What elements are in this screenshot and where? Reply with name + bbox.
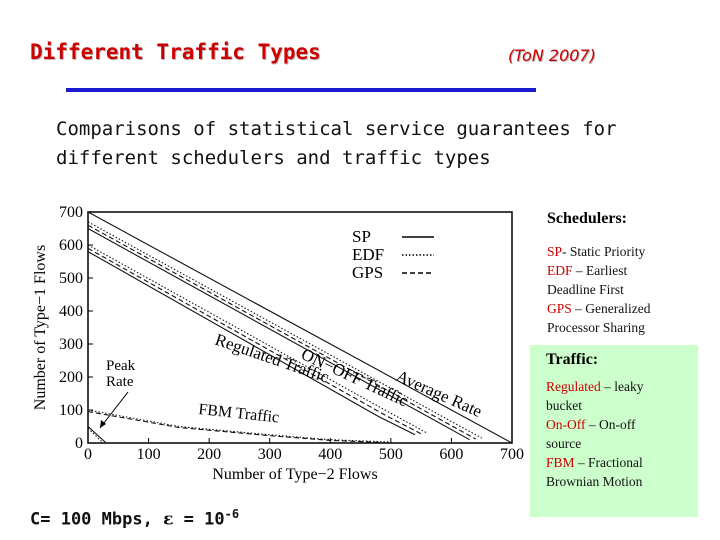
traffic-item — [546, 396, 698, 415]
scheduler-item — [547, 299, 707, 318]
y-tick-label: 200 — [59, 369, 83, 386]
traffic-item — [546, 453, 698, 472]
epsilon-symbol: ε — [163, 509, 174, 530]
scheduler-desc: Deadline First — [547, 282, 624, 297]
x-tick-label: 100 — [136, 446, 161, 463]
x-tick-label: 0 — [84, 446, 92, 463]
annotation-average-rate: Average Rate — [393, 366, 485, 421]
y-tick-label: 400 — [59, 303, 83, 320]
traffic-desc: – On-off — [585, 417, 636, 432]
series-line-on-off-traffic — [88, 222, 482, 438]
y-tick-label: 500 — [59, 270, 83, 287]
series-group — [88, 212, 512, 443]
scheduler-abbr: EDF — [547, 263, 573, 278]
x-tick-label: 300 — [257, 446, 282, 463]
y-tick-label: 300 — [59, 336, 83, 353]
traffic-abbr: FBM — [546, 455, 575, 470]
traffic-abbr: Regulated — [546, 379, 601, 394]
y-axis-title: Number of Type−1 Flows — [32, 244, 49, 411]
series-line-average-rate — [88, 212, 512, 443]
traffic-desc: bucket — [546, 398, 582, 413]
footer-eq: = 10 — [173, 509, 225, 530]
annotation-peak-rate: Peak Rate — [106, 358, 136, 390]
annotation-fbm-traffic: FBM Traffic — [197, 401, 280, 427]
slide-title: Different Traffic Types — [30, 40, 321, 64]
y-tick-label: 600 — [59, 237, 83, 254]
chart-annotations — [32, 227, 485, 483]
y-tick-label: 100 — [59, 402, 83, 419]
footer-capacity: C= 100 Mbps, — [30, 509, 164, 530]
scheduler-item — [547, 280, 707, 299]
traffic-item — [546, 472, 698, 491]
scheduler-item — [547, 261, 707, 280]
y-tick-label: 0 — [75, 435, 83, 452]
subtitle-line-1: Comparisons of statistical service guarantees for — [56, 118, 617, 140]
y-tick-label: 700 — [59, 204, 83, 221]
legend-label-sp: SP — [352, 227, 371, 246]
traffic-heading: Traffic: — [546, 351, 599, 368]
title-underline — [66, 88, 536, 92]
annotation-on-off-traffic: ON−OFF Traffic — [298, 344, 412, 411]
traffic-desc: Brownian Motion — [546, 474, 643, 489]
x-tick-label: 500 — [378, 446, 403, 463]
traffic-abbr: On-Off — [546, 417, 586, 432]
traffic-panel — [530, 345, 698, 517]
schedulers-heading: Schedulers: — [547, 210, 627, 227]
legend-label-gps: GPS — [352, 263, 384, 282]
scheduler-abbr: GPS — [547, 301, 572, 316]
scheduler-item — [547, 318, 707, 337]
traffic-desc: source — [546, 436, 582, 451]
x-tick-label: 400 — [318, 446, 343, 463]
footer-exponent: -6 — [224, 507, 240, 521]
x-tick-label: 700 — [500, 446, 524, 463]
scheduler-desc: Processor Sharing — [547, 320, 645, 335]
x-axis-title: Number of Type−2 Flows — [212, 466, 378, 483]
traffic-item — [546, 377, 698, 396]
scheduler-desc: – Earliest — [572, 263, 628, 278]
slide-subtitle — [56, 115, 656, 173]
scheduler-item — [547, 242, 707, 261]
traffic-list — [546, 377, 698, 491]
x-tick-label: 200 — [197, 446, 222, 463]
traffic-desc: – leaky — [600, 379, 644, 394]
scheduler-desc: – Generalized — [571, 301, 651, 316]
scheduler-abbr: SP — [547, 244, 563, 259]
series-line-peak-rate — [88, 427, 106, 444]
traffic-item — [546, 415, 698, 434]
subtitle-line-2: different schedulers and traffic types — [56, 147, 491, 169]
schedulers-list — [547, 242, 707, 337]
series-line-on-off-traffic — [88, 229, 470, 440]
footer-parameters — [30, 507, 239, 530]
traffic-desc: – Fractional — [574, 455, 643, 470]
schedulers-panel — [537, 200, 707, 340]
series-line-on-off-traffic — [88, 225, 476, 439]
reference-label: (ToN 2007) — [508, 46, 596, 65]
legend-label-edf: EDF — [352, 245, 385, 264]
series-line-peak-rate — [88, 428, 103, 443]
annotation-regulated-traffic: Regulated Traffic — [212, 329, 332, 387]
service-guarantee-chart — [0, 190, 530, 490]
x-tick-label: 600 — [439, 446, 464, 463]
traffic-item — [546, 434, 698, 453]
scheduler-desc: - Static Priority — [562, 244, 646, 259]
